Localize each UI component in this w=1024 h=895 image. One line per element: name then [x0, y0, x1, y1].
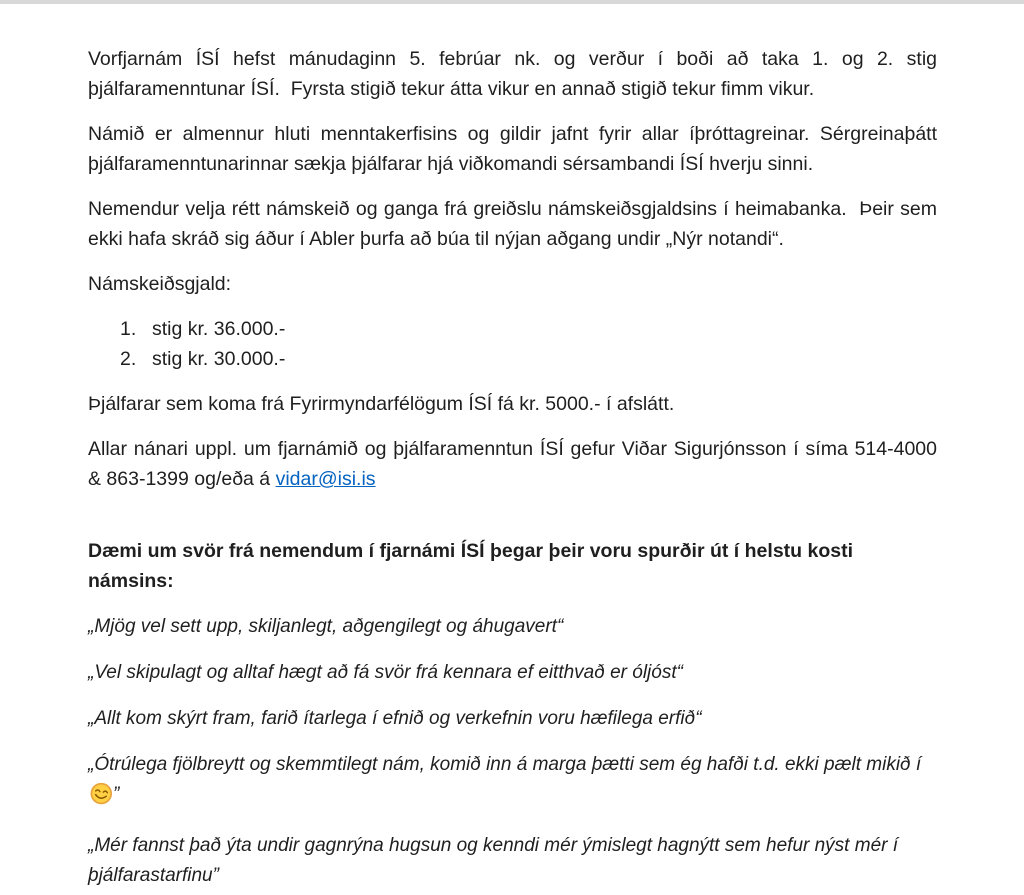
paragraph-general: Námið er almennur hluti menntakerfisins og gildir jafnt fyrir allar íþróttagreinar. Sérgreinaþátt þjálfaramenntunarinnar sækja þjálfarar hjá viðkomandi sérsambandi ÍSÍ hverju sinni. — [88, 123, 943, 175]
student-quote-3: „Allt kom skýrt fram, farið ítarlega í efnið og verkefnin voru hæfilega erfið“ — [88, 708, 702, 729]
section-heading: Dæmi um svör frá nemendum í fjarnámi ÍSÍ þegar þeir voru spurðir út í helstu kosti námsins: — [88, 540, 853, 592]
student-quote-1: „Mjög vel sett upp, skiljanlegt, aðgengilegt og áhugavert“ — [88, 616, 564, 637]
quote-text-before-emoji: „Ótrúlega fjölbreytt og skemmtilegt nám, komið inn á marga þætti sem ég hafði t.d. ekki pælt mikið í — [88, 754, 927, 775]
smiling-face-emoji — [87, 780, 115, 816]
paragraph-discount: Þjálfarar sem koma frá Fyrirmyndarfélögum ÍSÍ fá kr. 5000.- í afslátt. — [88, 393, 675, 415]
student-quote-5: „Mér fannst það ýta undir gagnrýna hugsun og kenndi mér ýmislegt hagnýtt sem hefur nýst mér í þjálfarastarfinu” — [88, 835, 904, 886]
fee-list-item — [120, 314, 937, 344]
fee-list — [88, 314, 937, 374]
paragraph-registration: Nemendur velja rétt námskeið og ganga frá greiðslu námskeiðsgjaldsins í heimabanka. Þeir sem ekki hafa skráð sig áður í Abler þurfa að búa til nýjan aðgang undir „Nýr notandi“. — [88, 198, 943, 250]
paragraph-intro: Vorfjarnám ÍSÍ hefst mánudaginn 5. febrúar nk. og verður í boði að taka 1. og 2. stig þjálfaramenntunar ÍSÍ. Fyrsta stigið tekur átta vikur en annað stigið tekur fimm vikur. — [88, 48, 943, 100]
contact-text: Allar nánari uppl. um fjarnámið og þjálfaramenntun ÍSÍ gefur Viðar Sigurjónsson í síma 514-4000 & 863-1399 og/eða á — [88, 438, 943, 490]
fee-item-text: stig kr. 36.000.- — [152, 318, 286, 340]
fee-item-text: stig kr. 30.000.- — [152, 348, 286, 370]
list-number: 2. — [120, 348, 137, 370]
email-link[interactable]: vidar@isi.is — [275, 468, 376, 490]
quote-text-after-emoji: ” — [113, 784, 120, 805]
list-number: 1. — [120, 318, 137, 340]
fee-list-item — [120, 344, 937, 374]
paragraph-contact — [88, 434, 943, 494]
course-fee-label: Námskeiðsgjald: — [88, 273, 232, 295]
student-quote-4 — [88, 750, 937, 815]
student-quote-2: „Vel skipulagt og alltaf hægt að fá svör frá kennara ef eitthvað er óljóst“ — [88, 662, 683, 683]
document-content — [0, 4, 1024, 891]
